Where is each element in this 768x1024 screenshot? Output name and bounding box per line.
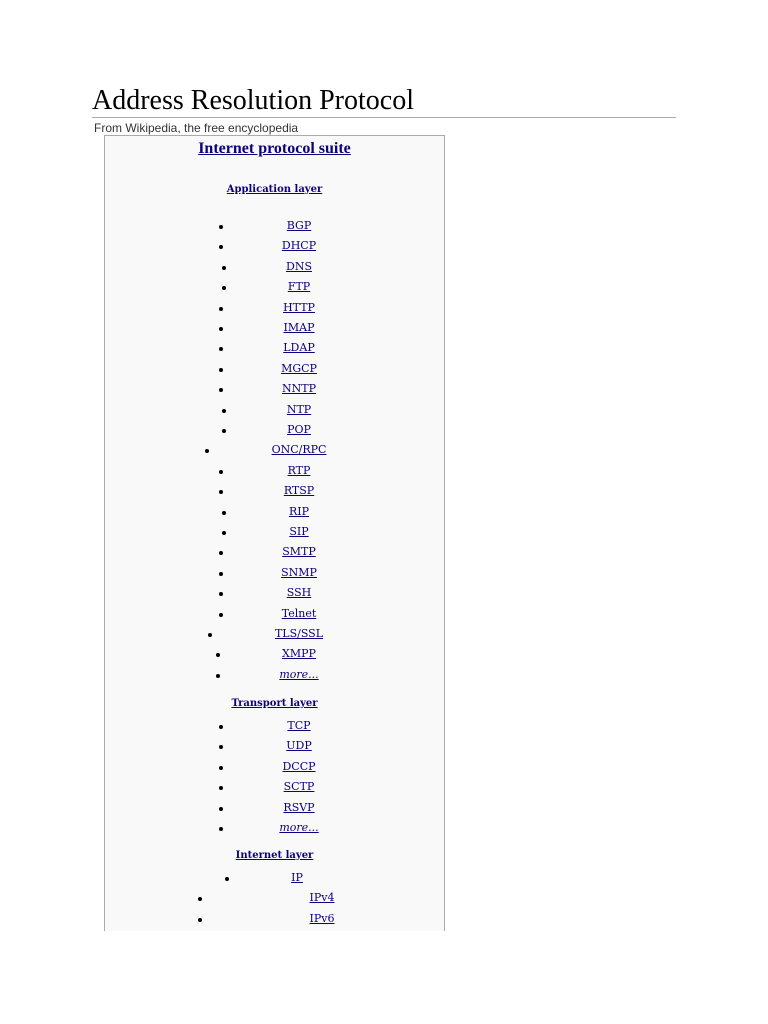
section-heading-internet-layer — [105, 850, 444, 861]
bullet-icon — [222, 286, 226, 290]
protocol-link[interactable]: POP — [287, 423, 311, 436]
list-item — [105, 524, 444, 540]
list-item — [105, 442, 444, 458]
protocol-link[interactable]: XMPP — [282, 647, 316, 660]
protocol-link[interactable]: BGP — [286, 219, 312, 232]
protocol-link[interactable]: IPv4 — [309, 891, 335, 904]
bullet-icon — [219, 327, 223, 331]
bullet-icon — [219, 827, 223, 831]
protocol-link[interactable]: RSVP — [283, 801, 315, 814]
protocol-link[interactable]: SCTP — [283, 780, 315, 793]
page-subtitle: From Wikipedia, the free encyclopedia — [94, 121, 299, 135]
bullet-icon — [219, 388, 223, 392]
bullet-icon — [198, 918, 202, 922]
list-item — [105, 820, 444, 836]
protocol-link[interactable]: RTSP — [283, 484, 315, 497]
list-item — [105, 800, 444, 816]
protocol-link[interactable]: IMAP — [283, 321, 315, 334]
list-item — [105, 606, 444, 622]
protocol-link[interactable]: LDAP — [283, 341, 315, 354]
section-heading-link[interactable]: Internet layer — [235, 850, 314, 861]
bullet-icon — [222, 266, 226, 270]
list-item — [105, 870, 444, 886]
protocol-link[interactable]: SMTP — [282, 545, 316, 558]
bullet-icon — [219, 490, 223, 494]
protocol-link[interactable]: TLS/SSL — [274, 627, 324, 640]
bullet-icon — [219, 470, 223, 474]
protocol-link[interactable]: TCP — [287, 719, 311, 732]
more-link[interactable]: more... — [279, 668, 319, 681]
bullet-icon — [222, 531, 226, 535]
infobox-title — [105, 140, 444, 158]
bullet-icon — [219, 347, 223, 351]
protocol-link[interactable]: FTP — [287, 280, 311, 293]
bullet-icon — [219, 551, 223, 555]
infobox — [104, 135, 445, 931]
list-item — [105, 320, 444, 336]
bullet-icon — [205, 449, 209, 453]
list-item — [105, 890, 444, 906]
bullet-icon — [198, 897, 202, 901]
bullet-icon — [219, 592, 223, 596]
protocol-link[interactable]: Telnet — [281, 607, 317, 620]
protocol-link[interactable]: SIP — [289, 525, 309, 538]
protocol-link[interactable]: SSH — [286, 586, 312, 599]
list-item — [105, 463, 444, 479]
protocol-link[interactable]: DHCP — [281, 239, 317, 252]
list-item — [105, 718, 444, 734]
list-item — [105, 565, 444, 581]
protocol-link[interactable]: MGCP — [281, 362, 317, 375]
list-item — [105, 544, 444, 560]
list-item — [105, 422, 444, 438]
list-item — [105, 361, 444, 377]
list-item — [105, 402, 444, 418]
list-item — [105, 300, 444, 316]
list-item — [105, 381, 444, 397]
protocol-link[interactable]: ONC/RPC — [271, 443, 327, 456]
section-heading-link[interactable]: Application layer — [226, 184, 323, 195]
list-item — [105, 259, 444, 275]
bullet-icon — [222, 511, 226, 515]
bullet-icon — [219, 368, 223, 372]
bullet-icon — [219, 613, 223, 617]
bullet-icon — [216, 653, 220, 657]
list-item — [105, 585, 444, 601]
list-item — [105, 626, 444, 642]
list-item — [105, 504, 444, 520]
protocol-link[interactable]: NNTP — [282, 382, 316, 395]
page-title: Address Resolution Protocol — [92, 85, 414, 116]
bullet-icon — [219, 807, 223, 811]
protocol-link[interactable]: IPv6 — [309, 912, 335, 925]
protocol-link[interactable]: RIP — [288, 505, 310, 518]
list-item — [105, 218, 444, 234]
list-item — [105, 340, 444, 356]
bullet-icon — [208, 633, 212, 637]
protocol-link[interactable]: DNS — [286, 260, 312, 273]
bullet-icon — [222, 429, 226, 433]
protocol-link[interactable]: HTTP — [283, 301, 315, 314]
list-item — [105, 279, 444, 295]
section-heading-transport-layer — [105, 698, 444, 709]
protocol-link[interactable]: NTP — [286, 403, 312, 416]
bullet-icon — [225, 877, 229, 881]
list-item — [105, 738, 444, 754]
bullet-icon — [219, 745, 223, 749]
protocol-link[interactable]: UDP — [286, 739, 312, 752]
bullet-icon — [219, 572, 223, 576]
list-item — [105, 779, 444, 795]
infobox-title-link[interactable]: Internet protocol suite — [198, 140, 351, 157]
bullet-icon — [219, 766, 223, 770]
list-item — [105, 238, 444, 254]
list-item — [105, 483, 444, 499]
bullet-icon — [222, 409, 226, 413]
bullet-icon — [219, 725, 223, 729]
more-link[interactable]: more... — [279, 821, 319, 834]
protocol-link[interactable]: RTP — [287, 464, 311, 477]
bullet-icon — [219, 786, 223, 790]
protocol-link[interactable]: DCCP — [282, 760, 316, 773]
section-heading-application-layer — [105, 184, 444, 195]
bullet-icon — [216, 674, 220, 678]
bullet-icon — [219, 307, 223, 311]
list-item — [105, 911, 444, 927]
list-item — [105, 667, 444, 683]
section-heading-link[interactable]: Transport layer — [231, 698, 318, 709]
bullet-icon — [219, 225, 223, 229]
title-divider — [92, 117, 676, 118]
list-item — [105, 759, 444, 775]
protocol-link[interactable]: SNMP — [281, 566, 317, 579]
protocol-link[interactable]: IP — [291, 871, 303, 884]
list-item — [105, 646, 444, 662]
bullet-icon — [219, 245, 223, 249]
